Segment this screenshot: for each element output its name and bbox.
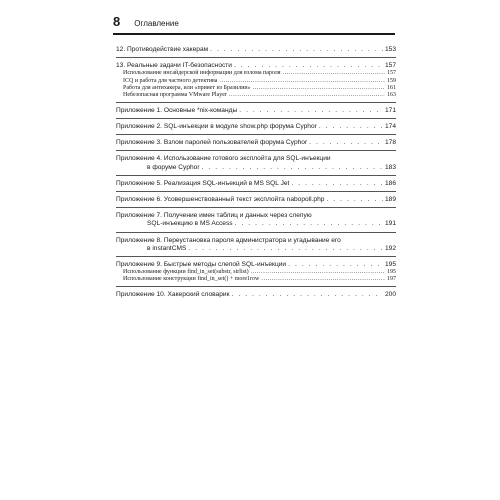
separator [116, 191, 396, 192]
toc-subentry[interactable]: Использование функции find_in_set(substr, strlist) ..... 195 [116, 269, 396, 276]
separator [116, 175, 396, 176]
table-of-contents [116, 46, 396, 300]
separator [116, 286, 396, 287]
header-rule [113, 33, 395, 35]
toc-entry-ch13[interactable]: 13. Реальные задачи IT-безопасности . . . 157 [116, 62, 396, 70]
separator [116, 118, 396, 119]
toc-entry-app10[interactable]: Приложение 10. Хакерский словарик . . . 200 [116, 291, 396, 299]
separator [116, 232, 396, 233]
toc-subentry[interactable]: Работа для антихакера, или «привет из Бразилии» ..... 161 [116, 85, 396, 92]
separator [116, 150, 396, 151]
page-header [113, 14, 395, 29]
toc-entry-app2[interactable]: Приложение 2. SQL-инъекции в модуле show.php форума Cyphor . . . 174 [116, 123, 396, 131]
toc-entry-app7[interactable]: Приложение 7. Получение имен таблиц и данных через слепую SQL-инъекцию в MS Access . . . 191 [116, 212, 396, 228]
toc-subentry[interactable]: Использование инсайдерской информации для взлома пароля ..... 157 [116, 70, 396, 77]
separator [116, 134, 396, 135]
toc-entry-app9[interactable]: Приложение 9. Быстрые методы слепой SQL-инъекции . . . 195 [116, 261, 396, 269]
toc-entry-app6[interactable]: Приложение 6. Усовершенствованный текст эксплойта nabopoll.php . . . 189 [116, 196, 396, 204]
toc-entry-app1[interactable]: Приложение 1. Основные *nix-команды . . . 171 [116, 107, 396, 115]
toc-entry-app3[interactable]: Приложение 3. Взлом паролей пользователей форума Cyphor . . . 178 [116, 139, 396, 147]
toc-subentry[interactable]: ICQ и работа для частного детектива ..... 159 [116, 78, 396, 85]
toc-entry-ch12[interactable]: 12. Противодействие хакерам . . . 153 [116, 46, 396, 54]
toc-entry-app5[interactable]: Приложение 5. Реализация SQL-инъекций в MS SQL Jet . . . 186 [116, 180, 396, 188]
separator [116, 207, 396, 208]
toc-entry-app4[interactable]: Приложение 4. Использование готового эксплойта для SQL-инъекции в форуме Cyphor . . . 183 [116, 155, 396, 171]
separator [116, 102, 396, 103]
toc-subentry[interactable]: Небезопасная программа VMware Player ..... 163 [116, 92, 396, 99]
toc-subentry[interactable]: Использование конструкции find_in_set() + more1row ..... 197 [116, 276, 396, 283]
page-number: 8 [113, 14, 121, 29]
toc-entry-app8[interactable]: Приложение 8. Переустановка пароля администратора и угадывание его в instantCMS . . . 192 [116, 237, 396, 253]
separator [116, 256, 396, 257]
page-title: Оглавление [134, 19, 179, 28]
toc-block-app9 [116, 261, 396, 283]
toc-block-ch13 [116, 62, 396, 99]
separator [116, 57, 396, 58]
